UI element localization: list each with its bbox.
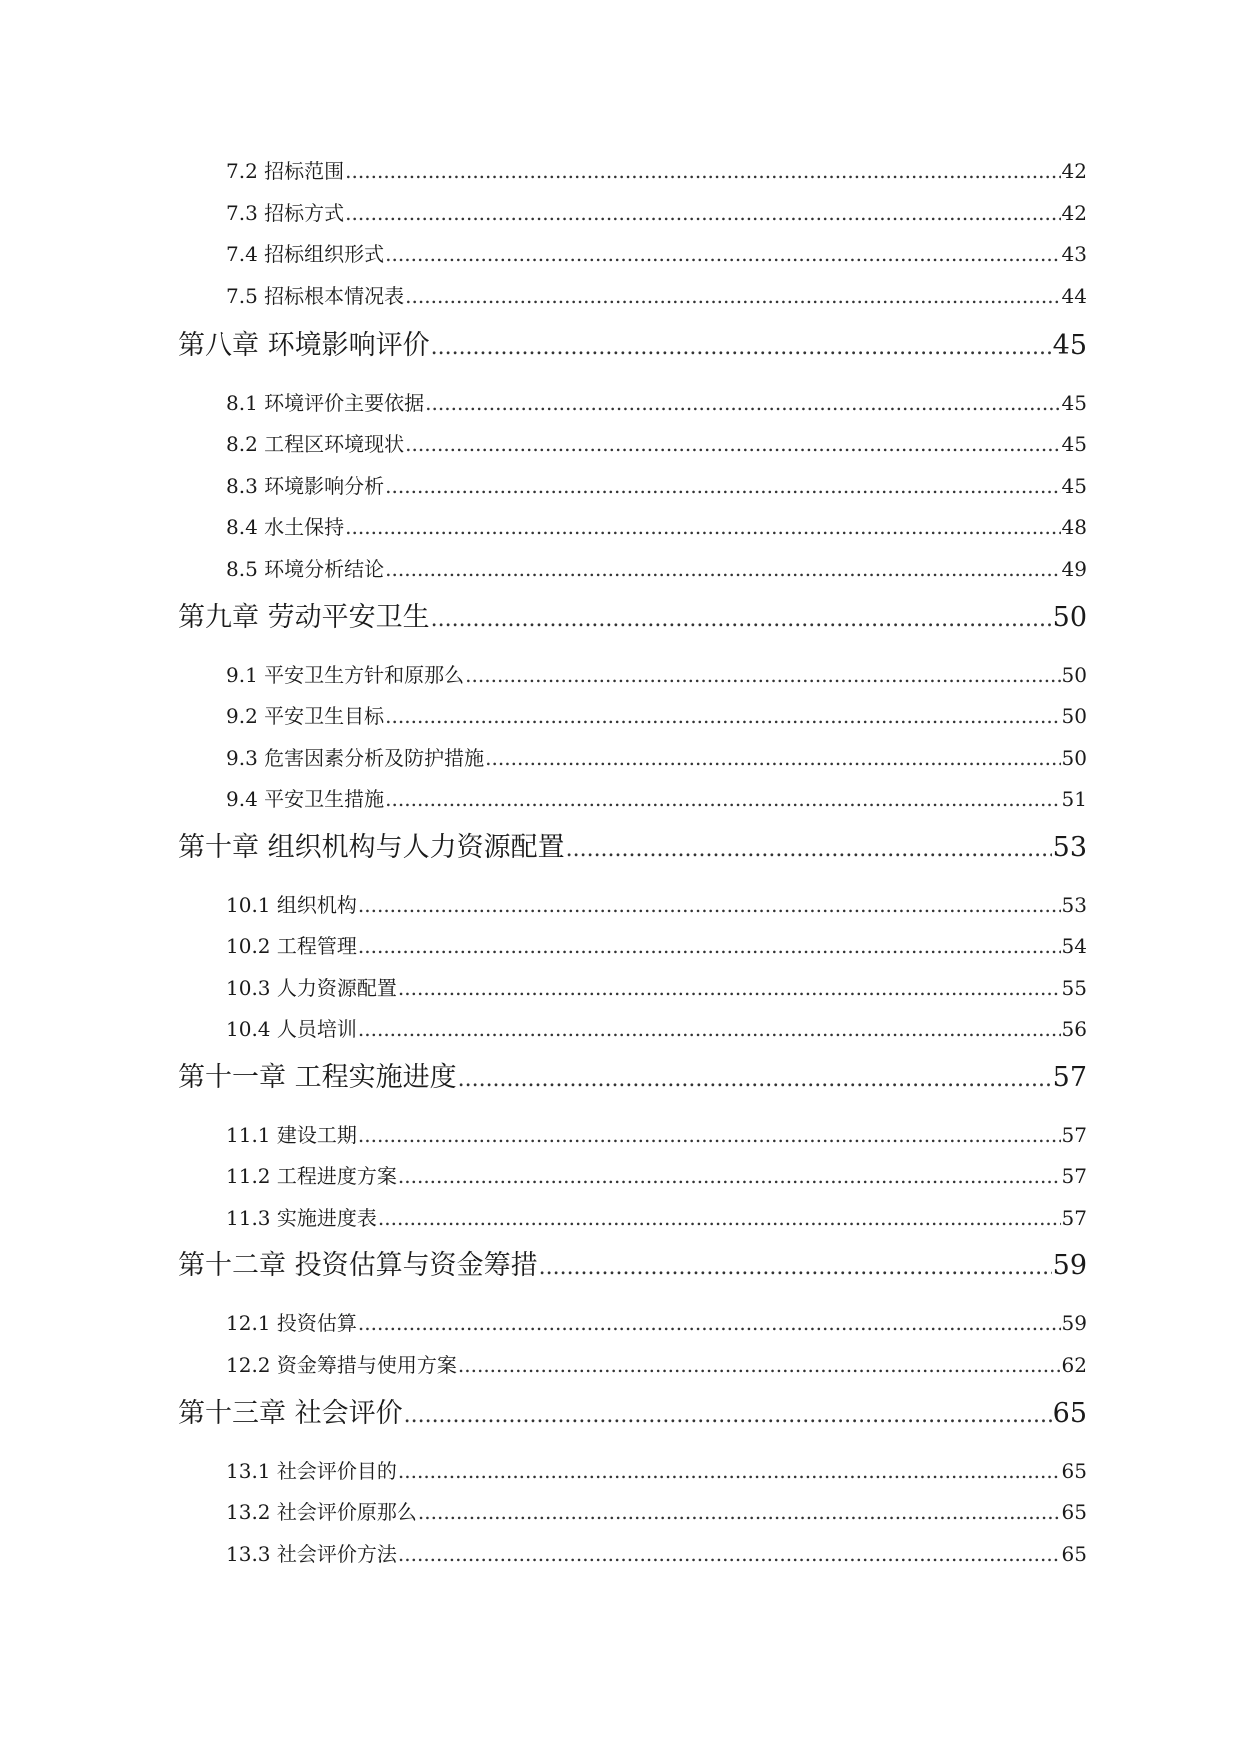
toc-page-number: 50 [1061, 663, 1087, 687]
toc-page-number: 57 [1052, 1062, 1087, 1093]
dot-leader [398, 1159, 1061, 1193]
toc-page-number: 59 [1052, 1250, 1087, 1281]
toc-entry-label: 12.2 资金筹措与使用方案 [226, 1353, 457, 1377]
dot-leader [385, 237, 1060, 271]
dot-leader [385, 782, 1060, 816]
toc-page-number: 62 [1061, 1353, 1087, 1377]
dot-leader [398, 1537, 1061, 1571]
toc-section-entry[interactable] [226, 279, 1087, 313]
dot-leader [485, 741, 1060, 775]
toc-page-number: 43 [1061, 242, 1087, 266]
toc-entry-label: 13.1 社会评价目的 [226, 1459, 397, 1483]
toc-page-number: 49 [1061, 557, 1087, 581]
toc-entry-label: 第十章 组织机构与人力资源配置 [178, 832, 565, 863]
toc-entry-label: 8.1 环境评价主要依据 [226, 391, 425, 415]
dot-leader [378, 1201, 1061, 1235]
dot-leader [431, 324, 1052, 370]
toc-section-entry[interactable] [226, 1537, 1087, 1571]
toc-section-entry[interactable] [226, 1159, 1087, 1193]
dot-leader [425, 386, 1060, 420]
dot-leader [345, 154, 1060, 188]
toc-entry-label: 10.3 人力资源配置 [226, 976, 397, 1000]
toc-chapter-entry[interactable] [178, 1056, 1087, 1100]
toc-chapter-entry[interactable] [178, 596, 1087, 640]
toc-page-number: 45 [1061, 432, 1087, 456]
toc-page-number: 53 [1052, 832, 1087, 863]
toc-page-number: 65 [1061, 1500, 1087, 1524]
toc-section-entry[interactable] [226, 888, 1087, 922]
toc-section-entry[interactable] [226, 658, 1087, 692]
dot-leader [385, 469, 1060, 503]
dot-leader [458, 1348, 1061, 1382]
toc-section-entry[interactable] [226, 1348, 1087, 1382]
toc-page-number: 56 [1061, 1017, 1087, 1041]
toc-section-entry[interactable] [226, 929, 1087, 963]
toc-page-number: 53 [1061, 893, 1087, 917]
toc-entry-label: 8.4 水土保持 [226, 515, 345, 539]
toc-section-entry[interactable] [226, 1454, 1087, 1488]
toc-entry-label: 11.3 实施进度表 [226, 1206, 377, 1230]
toc-section-entry[interactable] [226, 427, 1087, 461]
toc-section-entry[interactable] [226, 1306, 1087, 1340]
toc-entry-label: 8.2 工程区环境现状 [226, 432, 405, 456]
toc-entry-label: 10.4 人员培训 [226, 1017, 357, 1041]
dot-leader [404, 1392, 1052, 1438]
toc-entry-label: 9.4 平安卫生措施 [226, 787, 385, 811]
toc-section-entry[interactable] [226, 1201, 1087, 1235]
toc-page-number: 57 [1061, 1164, 1087, 1188]
toc-section-entry[interactable] [226, 741, 1087, 775]
toc-page-number: 48 [1061, 515, 1087, 539]
toc-page-number: 65 [1052, 1398, 1087, 1429]
toc-page-number: 42 [1061, 201, 1087, 225]
toc-entry-label: 10.2 工程管理 [226, 934, 357, 958]
toc-entry-label: 9.3 危害因素分析及防护措施 [226, 746, 485, 770]
toc-page-number: 45 [1061, 391, 1087, 415]
toc-entry-label: 9.2 平安卫生目标 [226, 704, 385, 728]
toc-entry-label: 第十二章 投资估算与资金筹措 [178, 1250, 538, 1281]
toc-page-number: 50 [1052, 602, 1087, 633]
dot-leader [345, 510, 1060, 544]
toc-chapter-entry[interactable] [178, 1392, 1087, 1436]
toc-page-number: 44 [1061, 284, 1087, 308]
toc-page-number: 50 [1061, 704, 1087, 728]
toc-section-entry[interactable] [226, 196, 1087, 230]
toc-section-entry[interactable] [226, 386, 1087, 420]
dot-leader [405, 279, 1060, 313]
toc-section-entry[interactable] [226, 782, 1087, 816]
dot-leader [431, 596, 1052, 642]
toc-section-entry[interactable] [226, 1118, 1087, 1152]
toc-page-number: 50 [1061, 746, 1087, 770]
dot-leader [566, 826, 1052, 872]
toc-entry-label: 13.3 社会评价方法 [226, 1542, 397, 1566]
dot-leader [358, 1118, 1061, 1152]
dot-leader [385, 699, 1060, 733]
dot-leader [465, 658, 1060, 692]
toc-chapter-entry[interactable] [178, 1244, 1087, 1288]
dot-leader [398, 1454, 1061, 1488]
toc-entry-label: 8.5 环境分析结论 [226, 557, 385, 581]
toc-page-number: 59 [1061, 1311, 1087, 1335]
toc-chapter-entry[interactable] [178, 324, 1087, 368]
toc-section-entry[interactable] [226, 552, 1087, 586]
dot-leader [358, 1306, 1061, 1340]
toc-page-number: 51 [1061, 787, 1087, 811]
toc-section-entry[interactable] [226, 154, 1087, 188]
toc-page-number: 57 [1061, 1123, 1087, 1147]
toc-entry-label: 12.1 投资估算 [226, 1311, 357, 1335]
toc-entry-label: 第十一章 工程实施进度 [178, 1062, 457, 1093]
dot-leader [358, 929, 1061, 963]
toc-entry-label: 10.1 组织机构 [226, 893, 357, 917]
toc-entry-label: 7.2 招标范围 [226, 159, 345, 183]
toc-entry-label: 11.1 建设工期 [226, 1123, 357, 1147]
toc-page-number: 57 [1061, 1206, 1087, 1230]
toc-entry-label: 第八章 环境影响评价 [178, 330, 430, 361]
toc-section-entry[interactable] [226, 971, 1087, 1005]
dot-leader [418, 1495, 1061, 1529]
toc-entry-label: 第十三章 社会评价 [178, 1398, 403, 1429]
toc-section-entry[interactable] [226, 1495, 1087, 1529]
toc-entry-label: 第九章 劳动平安卫生 [178, 602, 430, 633]
toc-entry-label: 11.2 工程进度方案 [226, 1164, 397, 1188]
toc-entry-label: 9.1 平安卫生方针和原那么 [226, 663, 465, 687]
toc-entry-label: 13.2 社会评价原那么 [226, 1500, 417, 1524]
toc-entry-label: 7.4 招标组织形式 [226, 242, 385, 266]
toc-page-number: 42 [1061, 159, 1087, 183]
toc-page-number: 65 [1061, 1459, 1087, 1483]
toc-entry-label: 7.5 招标根本情况表 [226, 284, 405, 308]
dot-leader [398, 971, 1061, 1005]
toc-page-number: 65 [1061, 1542, 1087, 1566]
toc-entry-label: 8.3 环境影响分析 [226, 474, 385, 498]
dot-leader [458, 1056, 1052, 1102]
toc-entry-label: 7.3 招标方式 [226, 201, 345, 225]
toc-page-number: 54 [1061, 934, 1087, 958]
toc-section-entry[interactable] [226, 1012, 1087, 1046]
toc-chapter-entry[interactable] [178, 826, 1087, 870]
toc-section-entry[interactable] [226, 469, 1087, 503]
dot-leader [358, 1012, 1061, 1046]
toc-page-number: 45 [1052, 330, 1087, 361]
dot-leader [539, 1244, 1052, 1290]
toc-section-entry[interactable] [226, 510, 1087, 544]
dot-leader [385, 552, 1060, 586]
toc-section-entry[interactable] [226, 237, 1087, 271]
toc-page-number: 45 [1061, 474, 1087, 498]
toc-section-entry[interactable] [226, 699, 1087, 733]
toc-page-number: 55 [1061, 976, 1087, 1000]
dot-leader [405, 427, 1060, 461]
dot-leader [358, 888, 1061, 922]
dot-leader [345, 196, 1060, 230]
